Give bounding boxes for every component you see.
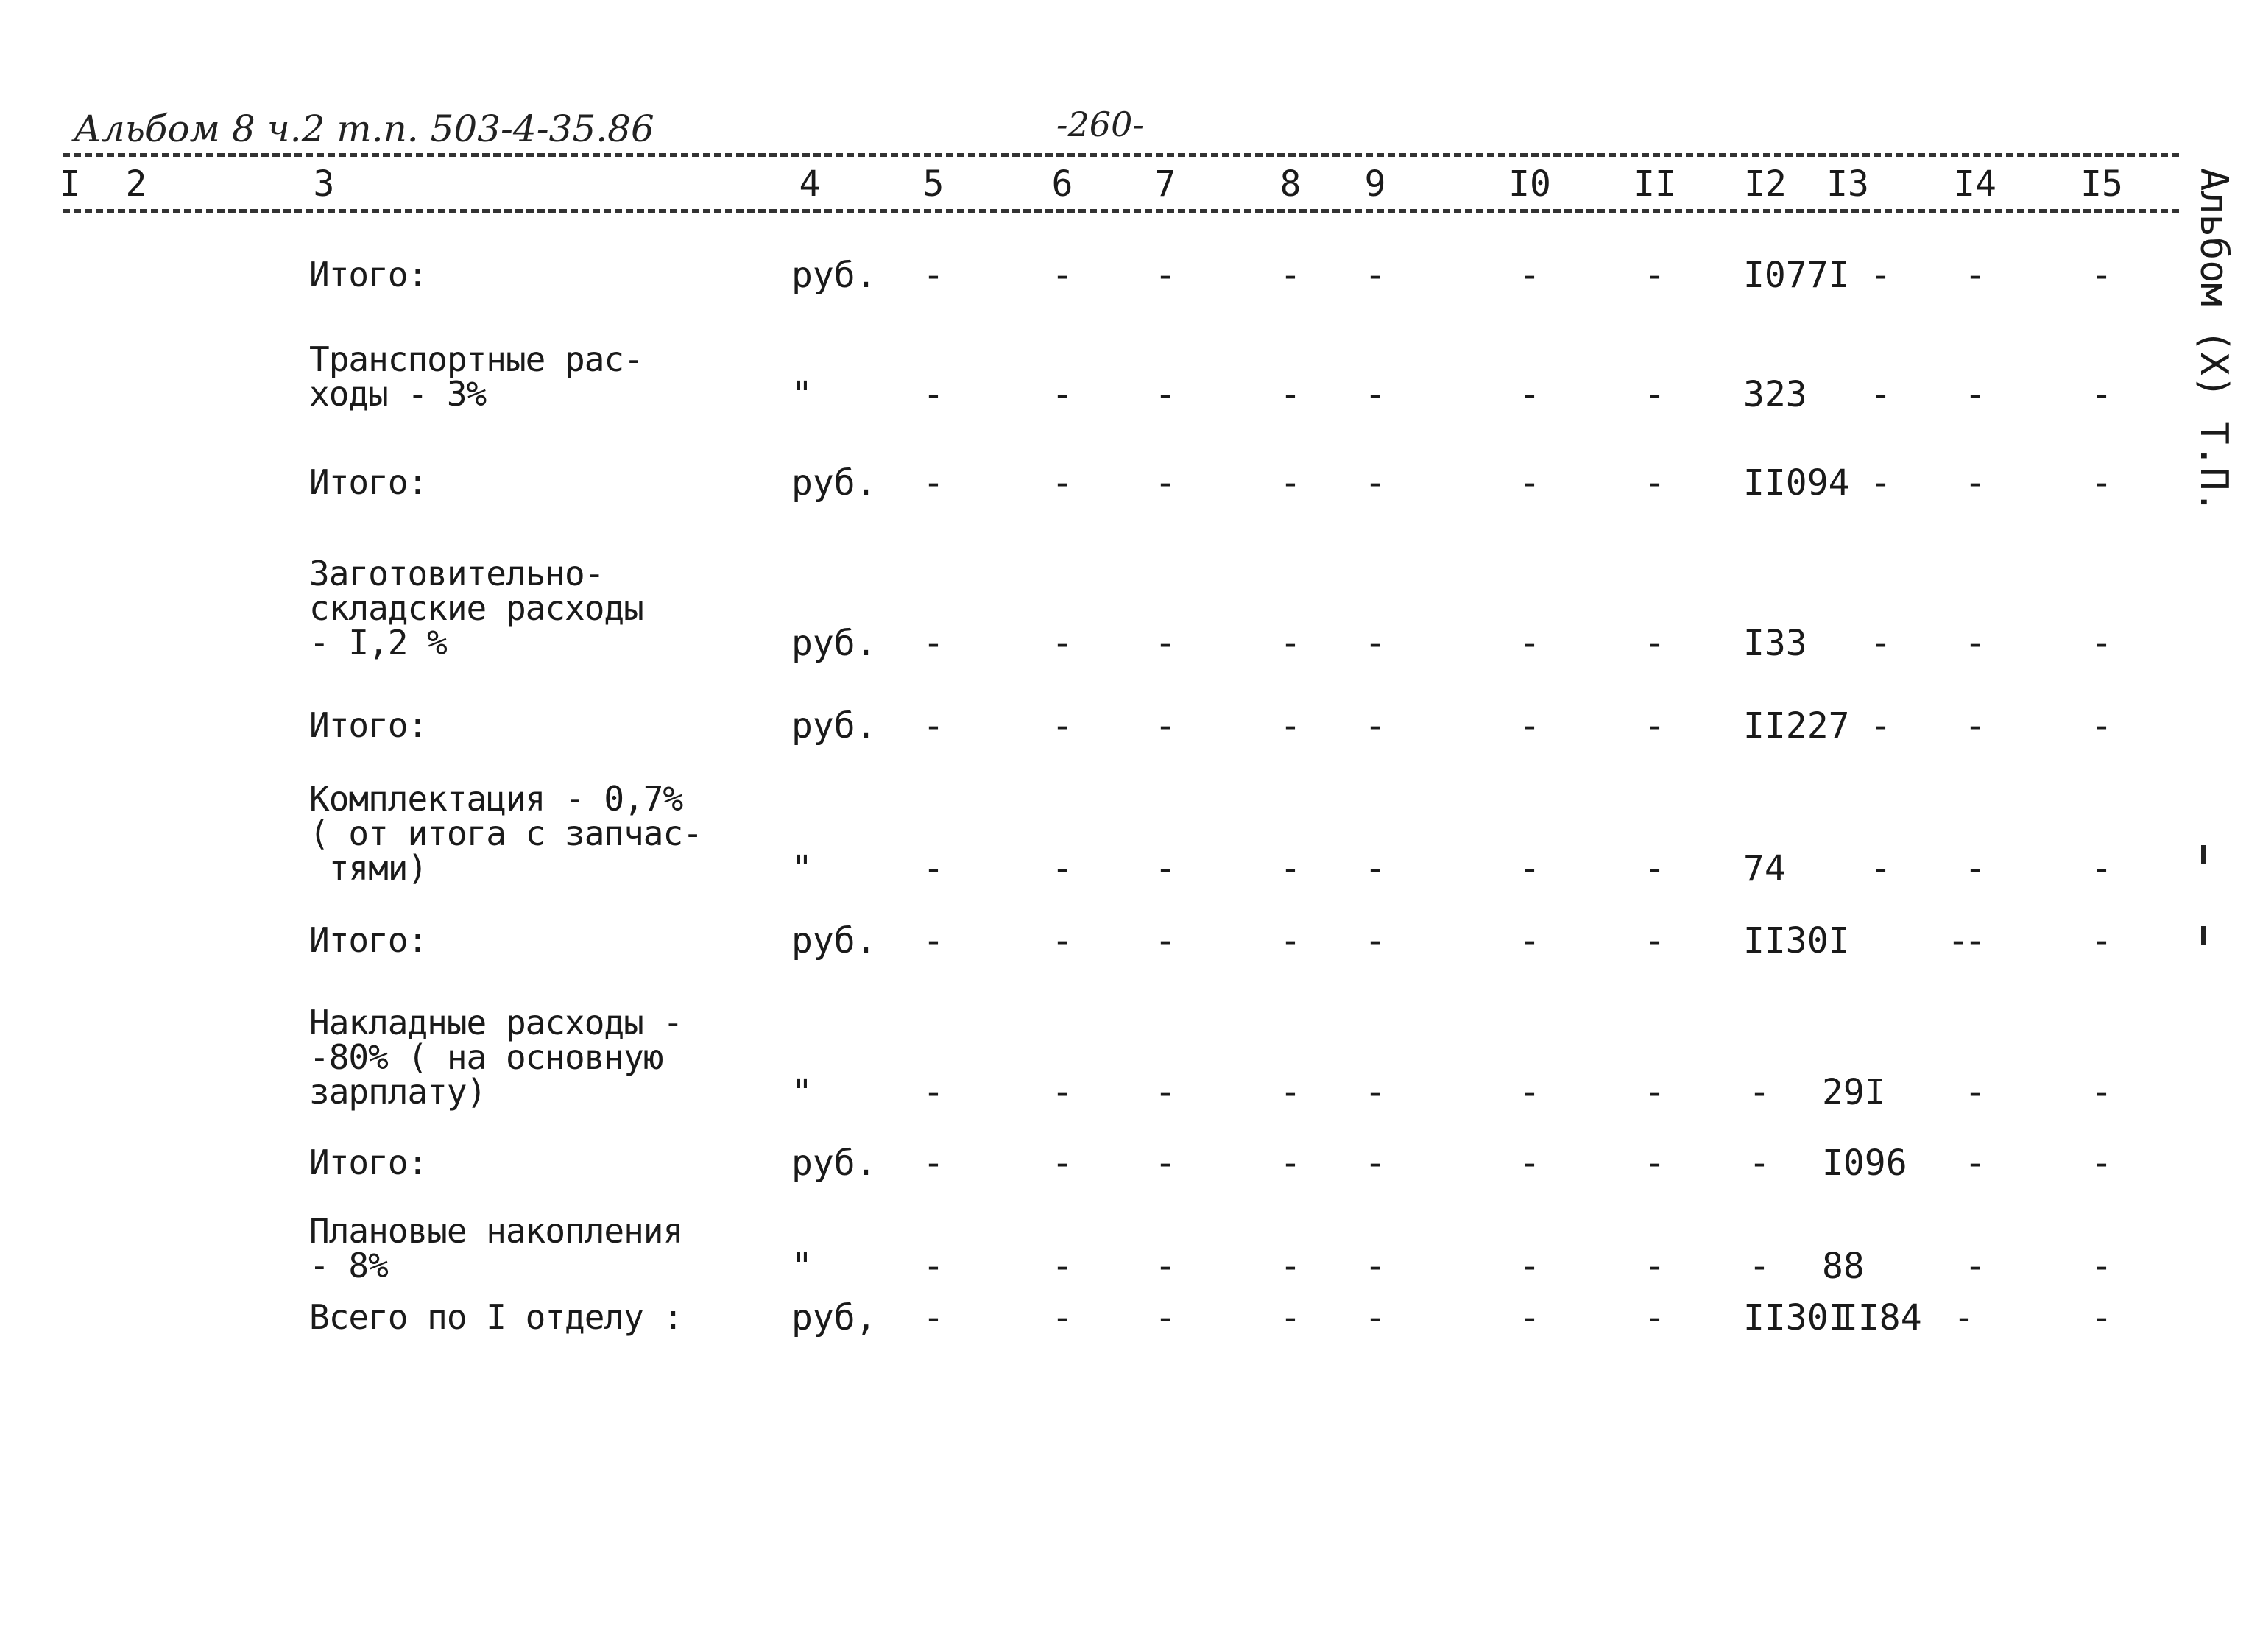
column-12-value: II227 bbox=[1743, 705, 1850, 746]
empty-cell-dash: - bbox=[1964, 1143, 1986, 1184]
column-13-value: - bbox=[1870, 623, 1892, 664]
empty-cell-dash: - bbox=[1279, 1246, 1302, 1287]
empty-cell-dash: - bbox=[1519, 1143, 1541, 1184]
column-12-value: - bbox=[1748, 1246, 1770, 1287]
empty-cell-dash: - bbox=[1644, 848, 1666, 889]
empty-cell-dash: - bbox=[1644, 255, 1666, 296]
empty-cell-dash: - bbox=[1644, 374, 1666, 415]
empty-cell-dash: - bbox=[1953, 1297, 1975, 1338]
empty-cell-dash: - bbox=[2091, 1246, 2113, 1287]
empty-cell-dash: - bbox=[1964, 920, 1986, 961]
row-label: Итого: bbox=[309, 920, 428, 960]
empty-cell-dash: - bbox=[1964, 1246, 1986, 1287]
empty-cell-dash: - bbox=[1279, 920, 1302, 961]
column-12-value: 74 bbox=[1743, 848, 1786, 889]
row-unit: руб, bbox=[791, 1297, 877, 1338]
empty-cell-dash: - bbox=[1644, 705, 1666, 746]
empty-cell-dash: - bbox=[2091, 374, 2113, 415]
empty-cell-dash: - bbox=[1964, 705, 1986, 746]
empty-cell-dash: - bbox=[2091, 1297, 2113, 1338]
empty-cell-dash: - bbox=[1154, 705, 1176, 746]
empty-cell-dash: - bbox=[1964, 1072, 1986, 1113]
column-12-value: II094 bbox=[1743, 462, 1850, 504]
header-rule-top bbox=[63, 153, 2179, 157]
empty-cell-dash: - bbox=[1051, 1072, 1073, 1113]
column-number-12: I2 bbox=[1741, 163, 1790, 205]
empty-cell-dash: - bbox=[1154, 1246, 1176, 1287]
empty-cell-dash: - bbox=[1644, 1143, 1666, 1184]
column-13-value: 29I bbox=[1822, 1072, 1886, 1113]
empty-cell-dash: - bbox=[2091, 462, 2113, 504]
row-unit: " bbox=[791, 1072, 813, 1113]
empty-cell-dash: - bbox=[1279, 705, 1302, 746]
empty-cell-dash: - bbox=[1051, 374, 1073, 415]
empty-cell-dash: - bbox=[1519, 255, 1541, 296]
row-label: Накладные расходы - -80% ( на основную зарплату) bbox=[309, 1003, 683, 1112]
column-number-4: 4 bbox=[797, 163, 824, 205]
empty-cell-dash: - bbox=[1964, 623, 1986, 664]
row-label: Транспортные рас- ходы - 3% bbox=[309, 339, 643, 414]
empty-cell-dash: - bbox=[1154, 1143, 1176, 1184]
column-number-10: I0 bbox=[1505, 163, 1554, 205]
empty-cell-dash: - bbox=[1364, 1072, 1386, 1113]
empty-cell-dash: - bbox=[1279, 462, 1302, 504]
column-13-value: - bbox=[1870, 462, 1892, 504]
row-label: Заготовительно- складские расходы - I,2 % bbox=[309, 554, 643, 663]
empty-cell-dash: - bbox=[1644, 462, 1666, 504]
empty-cell-dash: - bbox=[1964, 848, 1986, 889]
empty-cell-dash: - bbox=[922, 462, 944, 504]
empty-cell-dash: - bbox=[1154, 1072, 1176, 1113]
empty-cell-dash: - bbox=[922, 1072, 944, 1113]
row-label: Итого: bbox=[309, 255, 428, 294]
row-unit: руб. bbox=[791, 1143, 877, 1184]
empty-cell-dash: - bbox=[922, 1246, 944, 1287]
empty-cell-dash: - bbox=[1644, 1246, 1666, 1287]
row-unit: " bbox=[791, 1246, 813, 1287]
empty-cell-dash: - bbox=[1364, 1143, 1386, 1184]
empty-cell-dash: - bbox=[1154, 623, 1176, 664]
empty-cell-dash: - bbox=[1364, 462, 1386, 504]
empty-cell-dash: - bbox=[2091, 623, 2113, 664]
empty-cell-dash: - bbox=[1154, 462, 1176, 504]
column-number-7: 7 bbox=[1152, 163, 1179, 205]
empty-cell-dash: - bbox=[1519, 920, 1541, 961]
empty-cell-dash: - bbox=[1154, 1297, 1176, 1338]
empty-cell-dash: - bbox=[1279, 374, 1302, 415]
empty-cell-dash: - bbox=[1519, 848, 1541, 889]
empty-cell-dash: - bbox=[1279, 1143, 1302, 1184]
empty-cell-dash: - bbox=[1364, 623, 1386, 664]
empty-cell-dash: - bbox=[1051, 705, 1073, 746]
column-12-value: - bbox=[1748, 1143, 1770, 1184]
empty-cell-dash: - bbox=[1279, 1297, 1302, 1338]
empty-cell-dash: - bbox=[2091, 1143, 2113, 1184]
empty-cell-dash: - bbox=[1519, 374, 1541, 415]
empty-cell-dash: - bbox=[1279, 1072, 1302, 1113]
column-number-15: I5 bbox=[2077, 163, 2126, 205]
empty-cell-dash: - bbox=[922, 1297, 944, 1338]
margin-tick-mark bbox=[2201, 926, 2206, 945]
column-number-8: 8 bbox=[1277, 163, 1304, 205]
column-number-13: I3 bbox=[1823, 163, 1872, 205]
row-unit: " bbox=[791, 848, 813, 889]
row-label: Итого: bbox=[309, 705, 428, 745]
empty-cell-dash: - bbox=[1051, 848, 1073, 889]
column-number-1: I bbox=[57, 163, 84, 205]
column-12-value: - bbox=[1748, 1072, 1770, 1113]
column-12-value: II30I bbox=[1743, 1297, 1850, 1338]
column-13-value: II84 bbox=[1837, 1297, 1922, 1338]
column-number-5: 5 bbox=[920, 163, 947, 205]
empty-cell-dash: - bbox=[1644, 623, 1666, 664]
empty-cell-dash: - bbox=[1154, 255, 1176, 296]
empty-cell-dash: - bbox=[1279, 848, 1302, 889]
column-12-value: I33 bbox=[1743, 623, 1807, 664]
empty-cell-dash: - bbox=[1519, 1297, 1541, 1338]
empty-cell-dash: - bbox=[1519, 1246, 1541, 1287]
empty-cell-dash: - bbox=[1364, 920, 1386, 961]
column-13-value: - bbox=[1870, 374, 1892, 415]
column-13-value: - bbox=[1870, 848, 1892, 889]
column-number-14: I4 bbox=[1951, 163, 1999, 205]
column-12-value: 323 bbox=[1743, 374, 1807, 415]
empty-cell-dash: - bbox=[1519, 1072, 1541, 1113]
empty-cell-dash: - bbox=[1051, 1246, 1073, 1287]
empty-cell-dash: - bbox=[1364, 848, 1386, 889]
empty-cell-dash: - bbox=[922, 705, 944, 746]
column-number-11: II bbox=[1631, 163, 1679, 205]
column-12-value: II30I bbox=[1743, 920, 1850, 961]
column-number-3: 3 bbox=[311, 163, 338, 205]
row-unit: руб. bbox=[791, 462, 877, 504]
row-label: Итого: bbox=[309, 462, 428, 502]
empty-cell-dash: - bbox=[2091, 848, 2113, 889]
column-number-6: 6 bbox=[1049, 163, 1076, 205]
empty-cell-dash: - bbox=[1279, 623, 1302, 664]
empty-cell-dash: - bbox=[1051, 1143, 1073, 1184]
column-13-value: - bbox=[1947, 920, 1969, 961]
empty-cell-dash: - bbox=[1964, 374, 1986, 415]
row-label: Всего по I отделу : bbox=[309, 1297, 683, 1337]
empty-cell-dash: - bbox=[2091, 920, 2113, 961]
empty-cell-dash: - bbox=[1364, 1297, 1386, 1338]
empty-cell-dash: - bbox=[1364, 374, 1386, 415]
margin-tick-mark bbox=[2201, 845, 2206, 864]
empty-cell-dash: - bbox=[922, 374, 944, 415]
empty-cell-dash: - bbox=[1051, 623, 1073, 664]
empty-cell-dash: - bbox=[2091, 705, 2113, 746]
column-number-2: 2 bbox=[123, 163, 150, 205]
empty-cell-dash: - bbox=[1364, 255, 1386, 296]
empty-cell-dash: - bbox=[1154, 848, 1176, 889]
empty-cell-dash: - bbox=[922, 255, 944, 296]
column-13-value: - bbox=[1870, 705, 1892, 746]
empty-cell-dash: - bbox=[2091, 1072, 2113, 1113]
empty-cell-dash: - bbox=[922, 1143, 944, 1184]
row-unit: руб. bbox=[791, 920, 877, 961]
row-unit: руб. bbox=[791, 623, 877, 664]
empty-cell-dash: - bbox=[1964, 462, 1986, 504]
empty-cell-dash: - bbox=[922, 848, 944, 889]
empty-cell-dash: - bbox=[1051, 462, 1073, 504]
empty-cell-dash: - bbox=[1644, 1072, 1666, 1113]
empty-cell-dash: - bbox=[1644, 1297, 1666, 1338]
empty-cell-dash: - bbox=[1051, 255, 1073, 296]
column-13-value: 88 bbox=[1822, 1246, 1865, 1287]
empty-cell-dash: - bbox=[1519, 462, 1541, 504]
row-label: Комплектация - 0,7% ( от итога с запчас- тями) bbox=[309, 779, 702, 888]
empty-cell-dash: - bbox=[1279, 255, 1302, 296]
empty-cell-dash: - bbox=[922, 920, 944, 961]
page-number: -260- bbox=[1056, 105, 1144, 144]
empty-cell-dash: - bbox=[1364, 705, 1386, 746]
column-number-9: 9 bbox=[1362, 163, 1389, 205]
row-label: Итого: bbox=[309, 1143, 428, 1182]
column-13-value: I096 bbox=[1822, 1143, 1907, 1184]
empty-cell-dash: - bbox=[1154, 374, 1176, 415]
empty-cell-dash: - bbox=[1644, 920, 1666, 961]
empty-cell-dash: - bbox=[1364, 1246, 1386, 1287]
header-rule-bottom bbox=[63, 209, 2179, 213]
empty-cell-dash: - bbox=[1051, 920, 1073, 961]
row-unit: руб. bbox=[791, 255, 877, 296]
row-unit: руб. bbox=[791, 705, 877, 746]
empty-cell-dash: - bbox=[1154, 920, 1176, 961]
column-12-value: I077I bbox=[1743, 255, 1850, 296]
empty-cell-dash: - bbox=[1519, 705, 1541, 746]
empty-cell-dash: - bbox=[2091, 255, 2113, 296]
empty-cell-dash: - bbox=[1519, 623, 1541, 664]
row-label: Плановые накопления - 8% bbox=[309, 1211, 683, 1285]
row-unit: " bbox=[791, 374, 813, 415]
side-album-title: Альбом (X) Т.П. bbox=[2192, 168, 2236, 514]
empty-cell-dash: - bbox=[1964, 255, 1986, 296]
empty-cell-dash: - bbox=[922, 623, 944, 664]
empty-cell-dash: - bbox=[1051, 1297, 1073, 1338]
album-note: Альбом 8 ч.2 т.п. 503-4-35.86 bbox=[74, 107, 654, 150]
column-13-value: - bbox=[1870, 255, 1892, 296]
